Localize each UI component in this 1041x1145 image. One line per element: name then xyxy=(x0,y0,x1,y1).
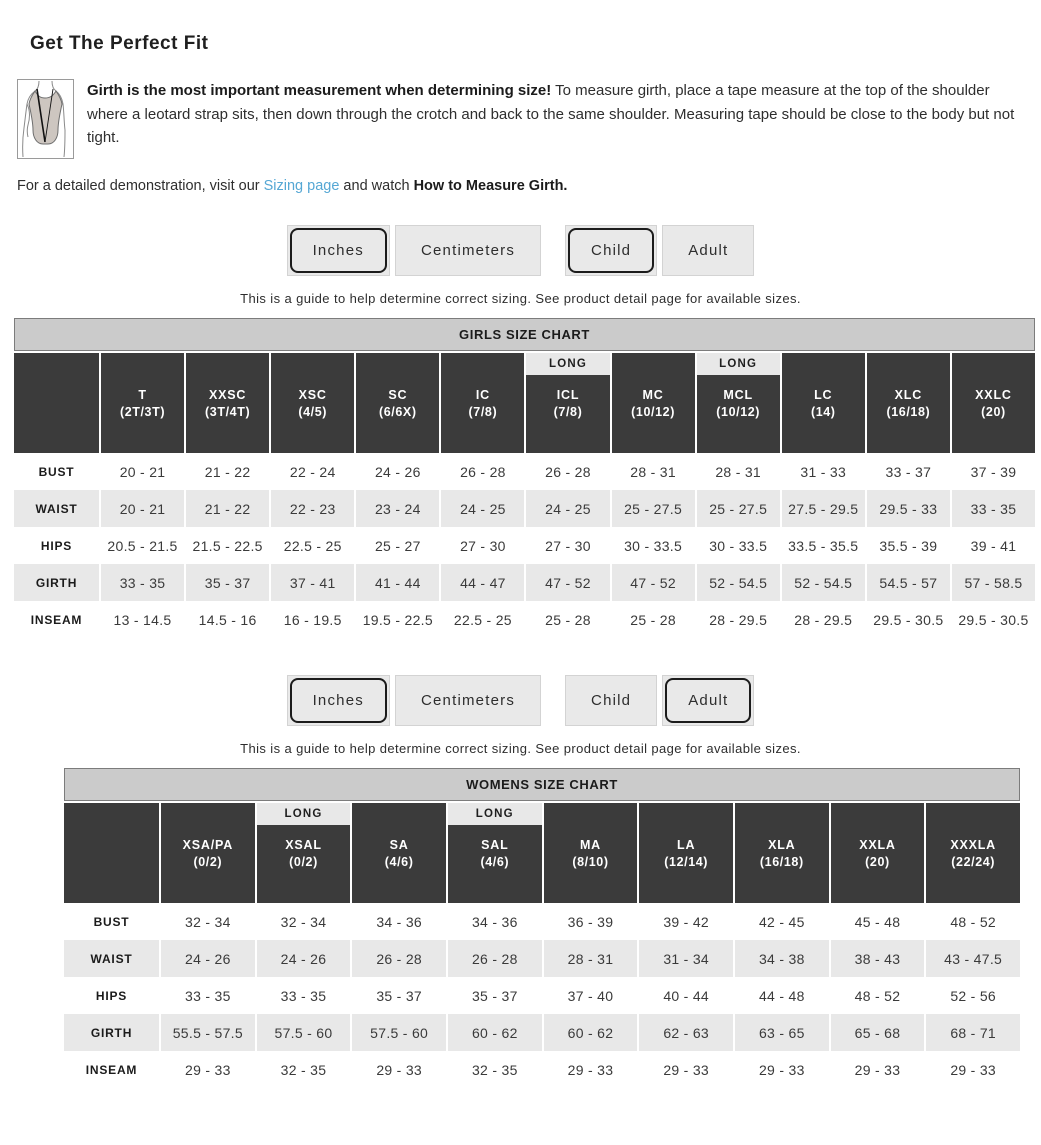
size-cell: 48 - 52 xyxy=(831,977,925,1014)
size-cell: 55.5 - 57.5 xyxy=(161,1014,255,1051)
size-cell: 27 - 30 xyxy=(441,527,524,564)
womens-adult-toggle[interactable]: Adult xyxy=(662,675,754,726)
size-cell: 29.5 - 30.5 xyxy=(952,601,1035,638)
size-cell: 22 - 23 xyxy=(271,490,354,527)
size-cell: 45 - 48 xyxy=(831,903,925,940)
size-cell: 33 - 37 xyxy=(867,453,950,490)
size-code: XSC xyxy=(298,387,327,402)
size-cell: 29 - 33 xyxy=(544,1051,638,1088)
column-header xyxy=(782,353,865,453)
size-cell: 25 - 27.5 xyxy=(697,490,780,527)
row-label: WAIST xyxy=(14,490,99,527)
womens-units-toggle-group xyxy=(287,675,541,726)
size-cell: 68 - 71 xyxy=(926,1014,1020,1051)
size-range: (2T/3T) xyxy=(119,404,166,419)
intro-body: To measure girth, place a tape measure at the top of the shoulder where a leotard strap sits, then down through the crotch and back to the same shoulder. Measuring tape should be close to the body but not tight. xyxy=(87,82,1015,146)
size-cell: 60 - 62 xyxy=(448,1014,542,1051)
size-cell: 23 - 24 xyxy=(356,490,439,527)
size-code: XXLA xyxy=(859,837,896,852)
size-cell: 24 - 26 xyxy=(161,940,255,977)
size-cell: 28 - 29.5 xyxy=(782,601,865,638)
column-header xyxy=(448,803,542,903)
size-range: (7/8) xyxy=(553,404,583,419)
row-label: INSEAM xyxy=(14,601,99,638)
size-cell: 62 - 63 xyxy=(639,1014,733,1051)
size-cell: 22.5 - 25 xyxy=(441,601,524,638)
page-title: Get The Perfect Fit xyxy=(30,33,209,54)
column-header xyxy=(735,803,829,903)
size-cell: 30 - 33.5 xyxy=(612,527,695,564)
size-cell: 37 - 41 xyxy=(271,564,354,601)
column-header xyxy=(101,353,184,453)
size-cell: 16 - 19.5 xyxy=(271,601,354,638)
size-cell: 20.5 - 21.5 xyxy=(101,527,184,564)
column-header xyxy=(352,803,446,903)
womens-centimeters-toggle[interactable]: Centimeters xyxy=(395,675,541,726)
leotard-illustration xyxy=(17,79,74,159)
size-cell: 38 - 43 xyxy=(831,940,925,977)
intro-text xyxy=(87,79,1021,150)
size-cell: 40 - 44 xyxy=(639,977,733,1014)
row-label: GIRTH xyxy=(64,1014,159,1051)
size-code: XXSC xyxy=(209,387,247,402)
size-cell: 33.5 - 35.5 xyxy=(782,527,865,564)
long-tag: LONG xyxy=(526,353,609,375)
womens-chart-title: WOMENS SIZE CHART xyxy=(64,768,1020,801)
girls-age-toggle-group xyxy=(565,225,754,276)
sizing-page-link[interactable]: Sizing page xyxy=(263,178,340,194)
size-range: (4/6) xyxy=(480,854,510,869)
size-cell: 21 - 22 xyxy=(186,453,269,490)
demo-bold: How to Measure Girth. xyxy=(413,178,568,194)
size-cell: 25 - 27 xyxy=(356,527,439,564)
size-cell: 28 - 31 xyxy=(612,453,695,490)
size-cell: 25 - 28 xyxy=(612,601,695,638)
womens-toggle-row xyxy=(0,675,1041,726)
column-header xyxy=(926,803,1020,903)
size-range: (0/2) xyxy=(289,854,318,869)
size-cell: 37 - 39 xyxy=(952,453,1035,490)
size-cell: 36 - 39 xyxy=(544,903,638,940)
size-range: (20) xyxy=(865,854,890,869)
size-cell: 33 - 35 xyxy=(257,977,351,1014)
row-label: WAIST xyxy=(64,940,159,977)
size-cell: 29 - 33 xyxy=(926,1051,1020,1088)
size-cell: 37 - 40 xyxy=(544,977,638,1014)
girls-centimeters-toggle[interactable]: Centimeters xyxy=(395,225,541,276)
column-header xyxy=(952,353,1035,453)
size-code: XSA/PA xyxy=(182,837,234,852)
size-cell: 32 - 35 xyxy=(448,1051,542,1088)
girth-intro-section xyxy=(17,79,1021,159)
size-code: MA xyxy=(579,837,602,852)
size-cell: 29 - 33 xyxy=(639,1051,733,1088)
size-code: XSAL xyxy=(285,837,322,852)
size-cell: 20 - 21 xyxy=(101,490,184,527)
girls-size-table xyxy=(14,353,1035,638)
size-cell: 21.5 - 22.5 xyxy=(186,527,269,564)
size-code: XLC xyxy=(894,387,923,402)
size-cell: 24 - 25 xyxy=(441,490,524,527)
column-header xyxy=(356,353,439,453)
size-cell: 28 - 29.5 xyxy=(697,601,780,638)
size-cell: 19.5 - 22.5 xyxy=(356,601,439,638)
size-cell: 47 - 52 xyxy=(612,564,695,601)
size-range: (10/12) xyxy=(631,404,675,419)
size-cell: 24 - 25 xyxy=(526,490,609,527)
size-cell: 13 - 14.5 xyxy=(101,601,184,638)
size-cell: 60 - 62 xyxy=(544,1014,638,1051)
size-cell: 22 - 24 xyxy=(271,453,354,490)
size-cell: 34 - 36 xyxy=(448,903,542,940)
size-cell: 42 - 45 xyxy=(735,903,829,940)
size-cell: 52 - 56 xyxy=(926,977,1020,1014)
column-header xyxy=(161,803,255,903)
row-label: BUST xyxy=(14,453,99,490)
womens-size-chart xyxy=(64,768,1020,1088)
size-cell: 29.5 - 30.5 xyxy=(867,601,950,638)
table-corner-cell xyxy=(14,353,99,453)
size-code: SAL xyxy=(481,837,509,852)
size-cell: 25 - 28 xyxy=(526,601,609,638)
size-cell: 33 - 35 xyxy=(161,977,255,1014)
size-cell: 32 - 34 xyxy=(161,903,255,940)
size-code: SC xyxy=(388,387,408,402)
womens-age-toggle-group xyxy=(565,675,754,726)
size-cell: 26 - 28 xyxy=(448,940,542,977)
size-cell: 26 - 28 xyxy=(441,453,524,490)
size-cell: 32 - 35 xyxy=(257,1051,351,1088)
size-range: (7/8) xyxy=(468,404,498,419)
size-code: MC xyxy=(642,387,664,402)
size-cell: 24 - 26 xyxy=(356,453,439,490)
column-header xyxy=(441,353,524,453)
size-range: (22/24) xyxy=(951,854,996,869)
size-code: LA xyxy=(677,837,696,852)
row-label: HIPS xyxy=(14,527,99,564)
girls-units-toggle-group xyxy=(287,225,541,276)
size-cell: 14.5 - 16 xyxy=(186,601,269,638)
size-range: (16/18) xyxy=(886,404,931,419)
leotard-figure-icon xyxy=(18,80,73,158)
size-range: (20) xyxy=(981,404,1006,419)
size-cell: 39 - 41 xyxy=(952,527,1035,564)
size-cell: 52 - 54.5 xyxy=(697,564,780,601)
column-header xyxy=(697,353,780,453)
row-label: GIRTH xyxy=(14,564,99,601)
size-cell: 28 - 31 xyxy=(544,940,638,977)
girls-inches-toggle[interactable]: Inches xyxy=(287,225,390,276)
demo-middle: and watch xyxy=(339,178,414,194)
size-cell: 22.5 - 25 xyxy=(271,527,354,564)
size-cell: 47 - 52 xyxy=(526,564,609,601)
size-range: (4/5) xyxy=(298,404,328,419)
size-cell: 29 - 33 xyxy=(735,1051,829,1088)
size-cell: 27.5 - 29.5 xyxy=(782,490,865,527)
size-code: ICL xyxy=(556,387,580,402)
size-range: (8/10) xyxy=(572,854,609,869)
size-cell: 39 - 42 xyxy=(639,903,733,940)
size-cell: 34 - 36 xyxy=(352,903,446,940)
size-cell: 31 - 34 xyxy=(639,940,733,977)
girls-sizing-note: This is a guide to help determine correct sizing. See product detail page for available sizes. xyxy=(240,291,801,306)
sizing-guide-page xyxy=(0,33,1041,1088)
size-cell: 35 - 37 xyxy=(186,564,269,601)
column-header xyxy=(271,353,354,453)
size-cell: 29 - 33 xyxy=(831,1051,925,1088)
column-header xyxy=(612,353,695,453)
size-cell: 63 - 65 xyxy=(735,1014,829,1051)
size-code: MCL xyxy=(723,387,753,402)
size-cell: 30 - 33.5 xyxy=(697,527,780,564)
size-code: SA xyxy=(389,837,409,852)
size-cell: 24 - 26 xyxy=(257,940,351,977)
size-cell: 44 - 47 xyxy=(441,564,524,601)
size-cell: 41 - 44 xyxy=(356,564,439,601)
size-cell: 65 - 68 xyxy=(831,1014,925,1051)
size-cell: 35 - 37 xyxy=(352,977,446,1014)
column-header xyxy=(867,353,950,453)
size-cell: 43 - 47.5 xyxy=(926,940,1020,977)
size-cell: 29 - 33 xyxy=(352,1051,446,1088)
size-cell: 33 - 35 xyxy=(101,564,184,601)
column-header xyxy=(639,803,733,903)
size-range: (0/2) xyxy=(193,854,223,869)
size-range: (4/6) xyxy=(384,854,414,869)
womens-sizing-note: This is a guide to help determine correct sizing. See product detail page for available sizes. xyxy=(240,741,801,756)
size-code: XLA xyxy=(768,837,796,852)
girls-child-toggle[interactable]: Child xyxy=(565,225,657,276)
size-cell: 26 - 28 xyxy=(352,940,446,977)
size-range: (3T/4T) xyxy=(205,404,251,419)
column-header xyxy=(526,353,609,453)
table-corner-cell xyxy=(64,803,159,903)
size-code: XXLC xyxy=(975,387,1012,402)
girls-adult-toggle[interactable]: Adult xyxy=(662,225,754,276)
column-header xyxy=(257,803,351,903)
size-range: (14) xyxy=(810,404,836,419)
size-range: (16/18) xyxy=(759,854,804,869)
size-code: IC xyxy=(475,387,490,402)
size-cell: 29.5 - 33 xyxy=(867,490,950,527)
size-cell: 26 - 28 xyxy=(526,453,609,490)
size-cell: 31 - 33 xyxy=(782,453,865,490)
demo-prefix: For a detailed demonstration, visit our xyxy=(17,178,264,194)
size-cell: 32 - 34 xyxy=(257,903,351,940)
size-cell: 48 - 52 xyxy=(926,903,1020,940)
size-cell: 57.5 - 60 xyxy=(257,1014,351,1051)
column-header xyxy=(544,803,638,903)
long-tag: LONG xyxy=(257,803,351,825)
size-cell: 35.5 - 39 xyxy=(867,527,950,564)
size-cell: 34 - 38 xyxy=(735,940,829,977)
girls-chart-title: GIRLS SIZE CHART xyxy=(14,318,1035,351)
column-header xyxy=(186,353,269,453)
size-cell: 29 - 33 xyxy=(161,1051,255,1088)
long-tag: LONG xyxy=(697,353,780,375)
size-cell: 20 - 21 xyxy=(101,453,184,490)
size-cell: 33 - 35 xyxy=(952,490,1035,527)
row-label: BUST xyxy=(64,903,159,940)
size-cell: 44 - 48 xyxy=(735,977,829,1014)
size-code: LC xyxy=(814,387,833,402)
womens-child-toggle[interactable]: Child xyxy=(565,675,657,726)
size-code: XXXLA xyxy=(950,837,996,852)
size-cell: 52 - 54.5 xyxy=(782,564,865,601)
size-cell: 21 - 22 xyxy=(186,490,269,527)
size-cell: 27 - 30 xyxy=(526,527,609,564)
size-cell: 35 - 37 xyxy=(448,977,542,1014)
womens-size-table xyxy=(64,803,1020,1088)
girls-size-chart xyxy=(14,318,1035,638)
intro-bold-lead: Girth is the most important measurement when determining size! xyxy=(87,82,552,99)
size-cell: 54.5 - 57 xyxy=(867,564,950,601)
column-header xyxy=(831,803,925,903)
size-code: T xyxy=(138,387,147,402)
row-label: HIPS xyxy=(64,977,159,1014)
size-cell: 57.5 - 60 xyxy=(352,1014,446,1051)
womens-inches-toggle[interactable]: Inches xyxy=(287,675,390,726)
row-label: INSEAM xyxy=(64,1051,159,1088)
demo-line xyxy=(17,176,1024,196)
size-range: (12/14) xyxy=(664,854,709,869)
size-cell: 25 - 27.5 xyxy=(612,490,695,527)
size-range: (10/12) xyxy=(716,404,761,419)
long-tag: LONG xyxy=(448,803,542,825)
size-cell: 28 - 31 xyxy=(697,453,780,490)
size-range: (6/6X) xyxy=(378,404,417,419)
size-cell: 57 - 58.5 xyxy=(952,564,1035,601)
girls-toggle-row xyxy=(0,225,1041,276)
